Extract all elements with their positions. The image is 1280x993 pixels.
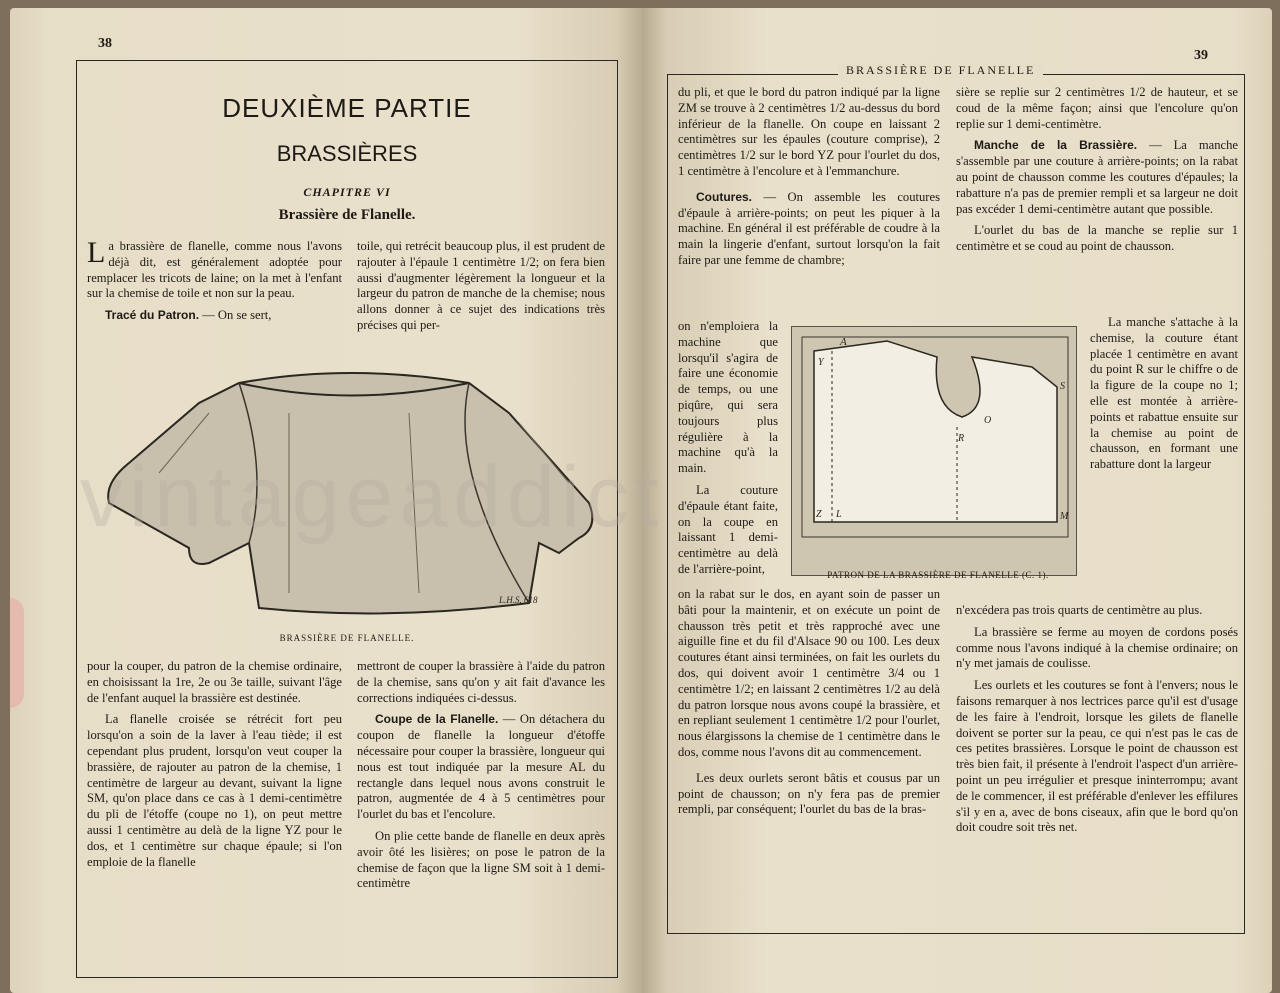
paragraph: Tracé du Patron. — On se sert,: [105, 308, 272, 323]
paragraph: La manche s'attache à la chemise, la couture étant placée 1 centimètre en avant du point R sur le chiffre o de la figure de la coupe no 1; elle est montée à arrière-points et rabattue ensuite sur la chemise au point de chausson, en formant une rabatture dont la largeur: [1090, 315, 1238, 472]
watermark: vintageaddict: [80, 449, 665, 545]
right-col1-narrow: [678, 319, 778, 584]
left-page-frame: [76, 60, 618, 978]
paragraph: La couture d'épaule étant faite, on la coupe en laissant 1 demi-centimètre au delà de l'arrière-point,: [678, 482, 778, 576]
right-page-number: 39: [1194, 48, 1208, 63]
left-col1-top: [87, 236, 342, 330]
subheading: Coupe de la Flanelle.: [375, 712, 499, 727]
right-col2-top: [956, 85, 1238, 261]
left-page: [10, 8, 642, 993]
paragraph: La brassière se ferme au moyen de cordons posés comme nous l'avons indiqué à la chemise ordinaire; on n'y met jamais de coulisse.: [956, 624, 1238, 671]
label-y: Y: [818, 357, 824, 368]
article-title: Brassière de Flanelle.: [278, 207, 416, 223]
book-spread: [10, 8, 1272, 993]
subheading: Tracé du Patron.: [105, 308, 200, 323]
brassiere-illustration: [89, 353, 605, 625]
paragraph: L'ourlet du bas de la manche se replie sur 1 centimètre et se coud au point de chausson.: [956, 223, 1238, 254]
finger-shadow: [10, 598, 24, 708]
paragraph: n'excédera pas trois quarts de centimètre au plus.: [956, 603, 1203, 617]
paragraph: La flanelle croisée se rétrécit fort peu lorsqu'on a soin de la laver à l'eau tiède; il est cependant plus prudent, lorsqu'on veut couper la brassière, de rajouter au patron de la chemise, 1 centimètre de largeur au devant, suivant la ligne SM, qu'on place dans ce cas à 1 demi-centimètre du pli de l'étoffe (coupe no 1), on peut mettre aussi 1 centimètre au delà de la ligne YZ pour le dos, et 1 centimètre sur chaque épaule; si l'on emploie de la flanelle: [87, 712, 342, 869]
paragraph: pour la couper, du patron de la chemise ordinaire, en choisissant la 1re, 2e ou 3e taille, suivant l'âge de l'enfant auquel la brassière est destinée.: [87, 659, 342, 705]
right-col1-bottom: [678, 587, 940, 824]
left-col1-bottom: [87, 659, 342, 876]
label-z: Z: [816, 509, 822, 520]
drop-cap: L: [87, 236, 106, 269]
paragraph: toile, qui retrécit beaucoup plus, il est prudent de rajouter à l'épaule 1 centimètre 1/2; on fera bien aussi d'augmenter légèrement la longueur et la largeur du patron de manche de la chemise; nous allons donner à ce sujet des indications très précises qui per-: [357, 239, 605, 332]
label-r: R: [958, 433, 965, 444]
illustration-caption: BRASSIÈRE DE FLANELLE.: [279, 633, 415, 643]
label-o: O: [984, 415, 992, 426]
subheading: Manche de la Brassière.: [974, 138, 1138, 153]
paragraph: du pli, et que le bord du patron indiqué par la ligne ZM se trouve à 2 centimètres 1/2 au-dessus du bord inférieur de la flanelle. On coupe en laissant 2 centimètres sur les épaules (couture comprise), 2 centimètres 1/2 sur le bord YZ pour l'ourlet du dos, 1 centimètre à l'encolure et à l'emmanchure.: [678, 85, 940, 178]
label-s: S: [1060, 381, 1065, 392]
left-page-number: 38: [98, 36, 112, 51]
paragraph: On plie cette bande de flanelle en deux après avoir ôté les lisières; on pose le patron de la chemise de façon que la ligne SM soit à 1 demi-centimètre: [357, 828, 605, 891]
paragraph: mettront de couper la brassière à l'aide du patron de la chemise, sans qu'on y ait fait d'avance les corrections indiquées ci-dessus.: [357, 659, 605, 705]
running-head: BRASSIÈRE DE FLANELLE: [838, 63, 1043, 78]
paragraph: on n'emploiera la machine que lorsqu'il s'agira de faire une économie de temps, ou une piqûre, qui sera toujours plus régulière à la machine qu'à la main.: [678, 319, 778, 476]
part-subtitle: BRASSIÈRES: [276, 141, 418, 166]
right-col2-bottom: [956, 603, 1238, 842]
right-col2-narrow: [1090, 315, 1238, 479]
part-title: DEUXIÈME PARTIE: [222, 93, 472, 123]
right-page-frame: [667, 63, 1245, 934]
pattern-diagram: [792, 327, 1078, 557]
paragraph: sière se replie sur 2 centimètres 1/2 de hauteur, et se coud de la même façon; ainsi que l'encolure qu'on replie sur 1 demi-centimètre.: [956, 85, 1238, 131]
label-m: M: [1060, 511, 1069, 522]
paragraph: on la rabat sur le dos, en ayant soin de passer un bâti pour la maintenir, et on exécute un point de chausson très petit et très rapproché avec une aiguille fine et du fil d'Alsace 90 ou 100. Les deux coutures étant ainsi terminées, on fait les ourlets du dos, qui doivent avoir 1 centimètre 3/4 ou 1 centimètre 1/2; en laissant 2 centimètres 1/2 au delà du patron lorsque nous avons coupé la brassière, et en repliant seulement 1 centimètre 1/2 pour l'ourlet, nous élargissons la chemise de 1 centimètre dans le dos, comme nous l'avons dit au commencement.: [678, 587, 940, 759]
paragraph: Manche de la Brassière. — La manche s'assemble par une couture à arrière-points; on la rabat au point de chausson comme les coutures d'épaules; la rabatture n'a pas de premier rempli et sa largeur ne doit pas excéder 1 demi-centimètre autant que possible.: [956, 138, 1238, 216]
left-col2-top: [357, 239, 605, 340]
paragraph: Les ourlets et les coutures se font à l'envers; nous le faisons remarquer à nos lectrices parce qu'il est d'usage de les faire à l'endroit, lorsque les gilets de flanelle doivent se porter sur la peau, ce qui n'est pas le cas de ces petites brassières. Lorsque le point de chausson est très bien fait, il présente à l'endroit l'aspect d'un arrière-point un peu irrégulier et presque ininterrompu; avant de le commencer, il est préférable d'enlever les effilures s'il y en a, avec de bons ciseaux, afin que le bord qu'on doit coudre soit très net.: [956, 678, 1238, 835]
paragraph: Coupe de la Flanelle. — On détachera du coupon de flanelle la longueur d'étoffe nécessaire pour couper la brassière, longueur qui nous est tout indiquée par la mesure AL du rectangle dans lequel nous avons construit le patron, augmentée de 4 à 5 centimètres pour l'ourlet du bas et l'encolure.: [357, 712, 605, 822]
right-page: [642, 8, 1272, 993]
pattern-figure: [791, 326, 1077, 576]
paragraph: Les deux ourlets seront bâtis et cousus par un point de chausson; on n'y fera pas de premier rempli, par conséquent; l'ourlet du bas de la bras-: [678, 770, 940, 817]
figure-caption: PATRON DE LA BRASSIÈRE DE FLANELLE (C. 1).: [827, 570, 1049, 580]
label-l: L: [836, 509, 842, 520]
chapter-label: CHAPITRE VI: [303, 185, 391, 199]
label-a: A: [840, 336, 847, 348]
left-col2-bottom: [357, 659, 605, 898]
paragraph: La brassière de flanelle, comme nous l'avons déjà dit, est généralement adoptée pour remplacer les tricots de laine; on la met à l'enfant sur la chemise de toile et non sur la peau.: [87, 236, 342, 301]
paragraph: Coutures. — On assemble les coutures d'épaule à arrière-points; on peut les piquer à la machine. En général il est préférable de coudre à la main la lingerie d'enfant, surtout lorsqu'on la fait faire par une femme de chambre;: [678, 189, 940, 267]
subheading: Coutures.: [696, 189, 753, 204]
illustration-signature: L.H.S. 618: [499, 595, 538, 605]
right-col1-top: [678, 85, 940, 275]
